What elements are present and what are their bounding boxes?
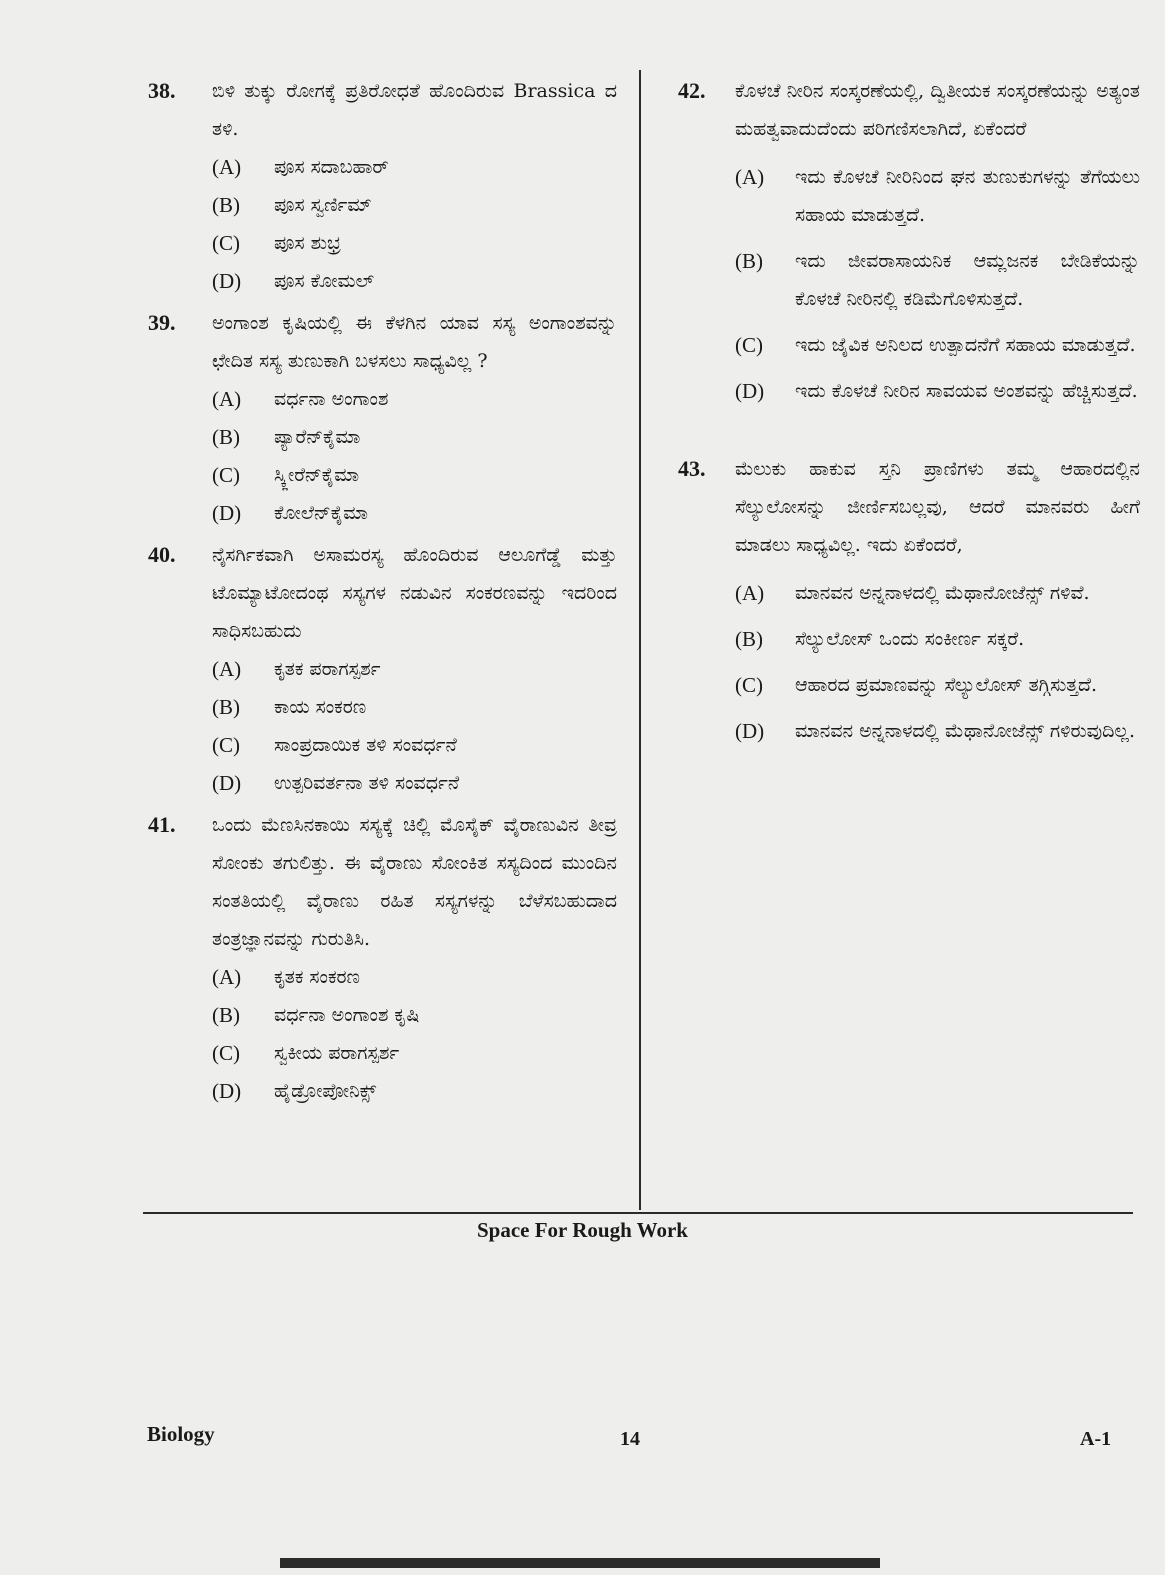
scan-edge-bar bbox=[280, 1558, 880, 1568]
answer-option bbox=[212, 1034, 617, 1072]
option-label: (B) bbox=[212, 695, 240, 719]
option-text: ಉತ್ಪರಿವರ್ತನಾ ತಳಿ ಸಂವರ್ಧನೆ bbox=[274, 772, 460, 794]
option-text: ಮಾನವನ ಅನ್ನನಾಳದಲ್ಲಿ ಮೆಥಾನೋಜೆನ್ಸ್ ಗಳಿವೆ. bbox=[795, 582, 1090, 604]
options-list bbox=[212, 958, 617, 1110]
option-label: (A) bbox=[735, 165, 765, 189]
answer-option bbox=[735, 666, 1140, 704]
rough-work-label: Space For Rough Work bbox=[476, 1218, 688, 1242]
question bbox=[145, 72, 617, 300]
question-text: ಬಿಳಿ ತುಕ್ಕು ರೋಗಕ್ಕೆ ಪ್ರತಿರೋಧತೆ ಹೊಂದಿರುವ Brassica ದ ತಳಿ. bbox=[212, 80, 617, 140]
option-text: ಇದು ಕೊಳಚೆ ನೀರಿನಿಂದ ಘನ ತುಣುಕುಗಳನ್ನು ತೆಗೆಯಲು ಸಹಾಯ ಮಾಡುತ್ತದೆ. bbox=[795, 166, 1140, 226]
question-text: ಕೊಳಚೆ ನೀರಿನ ಸಂಸ್ಕರಣೆಯಲ್ಲಿ, ದ್ವಿತೀಯಕ ಸಂಸ್ಕರಣೆಯನ್ನು ಅತ್ಯಂತ ಮಹತ್ವವಾದುದೆಂದು ಪರಿಗಣಿಸಲಾಗಿದೆ, ಏಕೆಂದರೆ bbox=[735, 80, 1140, 140]
question-number: 41. bbox=[148, 812, 176, 837]
answer-option bbox=[212, 996, 617, 1034]
option-text: ಕೋಲೆನ್‌ಕೈಮಾ bbox=[274, 502, 368, 524]
option-text: ಸ್ವಕೀಯ ಪರಾಗಸ್ಪರ್ಶ bbox=[274, 1042, 400, 1064]
option-text: ಸಾಂಪ್ರದಾಯಿಕ ತಳಿ ಸಂವರ್ಧನೆ bbox=[274, 734, 457, 756]
option-label: (D) bbox=[212, 501, 242, 525]
footer-paper-code: A-1 bbox=[1080, 1428, 1112, 1450]
option-text: ಪೂಸ ಸ್ವರ್ಣಿಮ್ bbox=[274, 194, 372, 216]
option-text: ಪೂಸ ಶುಭ್ರ bbox=[274, 232, 341, 254]
option-text: ಕೃತಕ ಪರಾಗಸ್ಪರ್ಶ bbox=[274, 658, 381, 680]
answer-option bbox=[212, 148, 617, 186]
answer-option bbox=[212, 456, 617, 494]
options-list bbox=[212, 380, 617, 532]
question bbox=[145, 304, 617, 532]
answer-option bbox=[735, 574, 1140, 612]
question-number: 39. bbox=[148, 310, 176, 335]
option-text: ಪೂಸ ಕೋಮಲ್ bbox=[274, 270, 375, 292]
option-text: ವರ್ಧನಾ ಅಂಗಾಂಶ ಕೃಷಿ bbox=[274, 1004, 420, 1026]
options-list bbox=[212, 148, 617, 300]
option-text: ಮಾನವನ ಅನ್ನನಾಳದಲ್ಲಿ ಮೆಥಾನೋಜೆನ್ಸ್ ಗಳಿರುವುದಿಲ್ಲ. bbox=[795, 720, 1135, 742]
answer-option bbox=[212, 764, 617, 802]
question-text: ನೈಸರ್ಗಿಕವಾಗಿ ಅಸಾಮರಸ್ಯ ಹೊಂದಿರುವ ಆಲೂಗೆಡ್ಡೆ ಮತ್ತು ಟೊಮ್ಯಾಟೋದಂಥ ಸಸ್ಯಗಳ ನಡುವಿನ ಸಂಕರಣವನ್ನು ಇದರಿಂದ ಸಾಧಿಸಬಹುದು bbox=[212, 544, 617, 642]
option-text: ಕೃತಕ ಸಂಕರಣ bbox=[274, 966, 361, 988]
right-column bbox=[675, 72, 1140, 760]
options-list bbox=[212, 650, 617, 802]
answer-option bbox=[212, 262, 617, 300]
answer-option bbox=[735, 158, 1140, 234]
option-label: (A) bbox=[212, 155, 242, 179]
answer-option bbox=[212, 1072, 617, 1110]
option-text: ಆಹಾರದ ಪ್ರಮಾಣವನ್ನು ಸೆಲ್ಯುಲೋಸ್ ತಗ್ಗಿಸುತ್ತದೆ. bbox=[795, 674, 1098, 696]
option-text: ವರ್ಧನಾ ಅಂಗಾಂಶ bbox=[274, 388, 389, 410]
answer-option bbox=[212, 650, 617, 688]
option-label: (B) bbox=[212, 425, 240, 449]
answer-option bbox=[212, 494, 617, 532]
question-text: ಮೆಲುಕು ಹಾಕುವ ಸ್ತನಿ ಪ್ರಾಣಿಗಳು ತಮ್ಮ ಆಹಾರದಲ್ಲಿನ ಸೆಲ್ಯುಲೋಸನ್ನು ಜೀರ್ಣಿಸಬಲ್ಲವು, ಆದರೆ ಮಾನವರು ಹೀಗೆ ಮಾಡಲು ಸಾಧ್ಯವಿಲ್ಲ. ಇದು ಏಕೆಂದರೆ, bbox=[735, 458, 1140, 556]
question-number: 43. bbox=[678, 456, 706, 481]
answer-option bbox=[212, 688, 617, 726]
column-divider bbox=[639, 70, 641, 1210]
footer-page-number: 14 bbox=[620, 1428, 640, 1450]
option-text: ಸೆಲ್ಯುಲೋಸ್ ಒಂದು ಸಂಕೀರ್ಣ ಸಕ್ಕರೆ. bbox=[795, 628, 1025, 650]
option-label: (B) bbox=[735, 627, 763, 651]
answer-option bbox=[735, 712, 1140, 750]
answer-option bbox=[212, 380, 617, 418]
question bbox=[145, 536, 617, 802]
question-number: 40. bbox=[148, 542, 176, 567]
answer-option bbox=[212, 726, 617, 764]
option-label: (A) bbox=[212, 387, 242, 411]
option-label: (B) bbox=[212, 193, 240, 217]
answer-option bbox=[735, 242, 1140, 318]
option-text: ಇದು ಜೀವರಾಸಾಯನಿಕ ಆಮ್ಲಜನಕ ಬೇಡಿಕೆಯನ್ನು ಕೊಳಚೆ ನೀರಿನಲ್ಲಿ ಕಡಿಮೆಗೊಳಿಸುತ್ತದೆ. bbox=[795, 250, 1140, 310]
option-text: ಹೈಡ್ರೋಪೋನಿಕ್ಸ್ bbox=[274, 1080, 377, 1102]
question-number: 42. bbox=[678, 78, 706, 103]
question-text: ಒಂದು ಮೆಣಸಿನಕಾಯಿ ಸಸ್ಯಕ್ಕೆ ಚಿಲ್ಲಿ ಮೊಸೈಕ್ ವೈರಾಣುವಿನ ತೀವ್ರ ಸೋಂಕು ತಗುಲಿತ್ತು. ಈ ವೈರಾಣು ಸೋಂಕಿತ ಸಸ್ಯದಿಂದ ಮುಂದಿನ ಸಂತತಿಯಲ್ಲಿ ವೈರಾಣು ರಹಿತ ಸಸ್ಯಗಳನ್ನು ಬೆಳೆಸಬಹುದಾದ ತಂತ್ರಜ್ಞಾನವನ್ನು ಗುರುತಿಸಿ. bbox=[212, 814, 617, 950]
option-label: (A) bbox=[735, 581, 765, 605]
answer-option bbox=[212, 958, 617, 996]
option-label: (C) bbox=[212, 463, 240, 487]
option-label: (B) bbox=[735, 249, 763, 273]
footer-subject: Biology bbox=[147, 1422, 215, 1446]
option-text: ಸ್ಕ್ಲೀರೆನ್‌ಕೈಮಾ bbox=[274, 464, 360, 486]
answer-option bbox=[212, 224, 617, 262]
question-number: 38. bbox=[148, 78, 176, 103]
options-list bbox=[735, 574, 1140, 750]
option-label: (D) bbox=[212, 1079, 242, 1103]
option-label: (C) bbox=[735, 333, 763, 357]
option-label: (D) bbox=[735, 719, 765, 743]
option-label: (A) bbox=[212, 657, 242, 681]
option-label: (C) bbox=[212, 1041, 240, 1065]
option-text: ಕಾಯ ಸಂಕರಣ bbox=[274, 696, 367, 718]
answer-option bbox=[735, 620, 1140, 658]
option-label: (C) bbox=[212, 733, 240, 757]
option-label: (D) bbox=[212, 269, 242, 293]
option-text: ಪೂಸ ಸದಾಬಹಾರ್ bbox=[274, 156, 389, 178]
answer-option bbox=[212, 186, 617, 224]
option-label: (C) bbox=[735, 673, 763, 697]
answer-option bbox=[735, 326, 1140, 364]
question bbox=[145, 806, 617, 1110]
option-text: ಇದು ಜೈವಿಕ ಅನಿಲದ ಉತ್ಪಾದನೆಗೆ ಸಹಾಯ ಮಾಡುತ್ತದೆ. bbox=[795, 334, 1136, 356]
question bbox=[675, 450, 1140, 750]
question bbox=[675, 72, 1140, 410]
option-label: (B) bbox=[212, 1003, 240, 1027]
options-list bbox=[735, 158, 1140, 410]
option-label: (C) bbox=[212, 231, 240, 255]
option-text: ಇದು ಕೊಳಚೆ ನೀರಿನ ಸಾವಯವ ಅಂಶವನ್ನು ಹೆಚ್ಚಿಸುತ್ತದೆ. bbox=[795, 380, 1138, 402]
left-column bbox=[145, 72, 617, 1114]
option-label: (D) bbox=[212, 771, 242, 795]
option-label: (D) bbox=[735, 379, 765, 403]
option-label: (A) bbox=[212, 965, 242, 989]
option-text: ಪ್ಯಾರೆನ್‌ಕೈಮಾ bbox=[274, 426, 361, 448]
answer-option bbox=[735, 372, 1140, 410]
answer-option bbox=[212, 418, 617, 456]
rough-work-rule bbox=[143, 1212, 1133, 1214]
question-text: ಅಂಗಾಂಶ ಕೃಷಿಯಲ್ಲಿ ಈ ಕೆಳಗಿನ ಯಾವ ಸಸ್ಯ ಅಂಗಾಂಶವನ್ನು ಛೇದಿತ ಸಸ್ಯ ತುಣುಕಾಗಿ ಬಳಸಲು ಸಾಧ್ಯವಿಲ್ಲ ? bbox=[212, 312, 617, 372]
